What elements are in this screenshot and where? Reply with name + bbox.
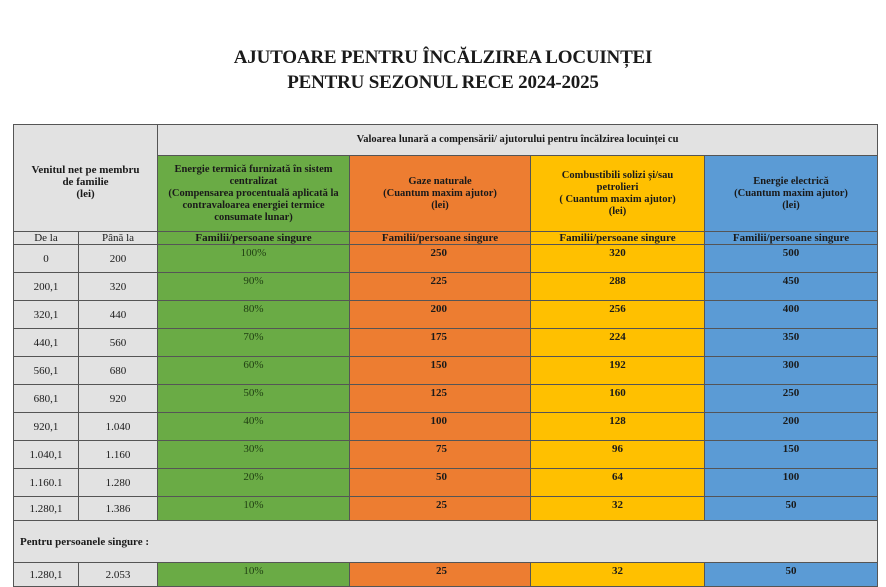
table-row: [14, 357, 878, 385]
cell-thermal: 100%: [158, 245, 350, 273]
thermal-energy-header: [158, 156, 350, 232]
cell-solid: 256: [531, 301, 705, 329]
cell-thermal: 10%: [158, 563, 350, 587]
cell-to: 680: [79, 357, 158, 385]
cell-thermal: 60%: [158, 357, 350, 385]
electric-header-line2: (Cuantum maxim ajutor): [734, 187, 848, 199]
table-row: [14, 301, 878, 329]
cell-thermal: 30%: [158, 441, 350, 469]
cell-gas: 175: [350, 329, 531, 357]
cell-gas: 75: [350, 441, 531, 469]
cell-thermal: 70%: [158, 329, 350, 357]
cell-from: 0: [14, 245, 79, 273]
thermal-header-line1: Energie termică furnizată în sistem: [174, 163, 333, 175]
cell-thermal: 20%: [158, 469, 350, 497]
thermal-subheader: Familii/persoane singure: [158, 232, 350, 245]
table-row: [14, 385, 878, 413]
solid-fuel-header: [531, 156, 705, 232]
solid-header-line2: petrolieri: [596, 181, 639, 193]
cell-thermal: 80%: [158, 301, 350, 329]
solid-subheader: Familii/persoane singure: [531, 232, 705, 245]
electric-energy-header: [705, 156, 878, 232]
gas-header-line2: (Cuantum maxim ajutor): [383, 187, 497, 199]
gas-header-line1: Gaze naturale: [408, 175, 472, 187]
cell-from: 1.280,1: [14, 563, 79, 587]
cell-from: 1.040,1: [14, 441, 79, 469]
col-from-header: De la: [14, 232, 79, 245]
cell-thermal: 10%: [158, 497, 350, 521]
cell-from: 1.280,1: [14, 497, 79, 521]
cell-solid: 32: [531, 497, 705, 521]
cell-to: 1.280: [79, 469, 158, 497]
income-header-line2: de familie: [62, 176, 109, 188]
cell-thermal: 50%: [158, 385, 350, 413]
cell-gas: 100: [350, 413, 531, 441]
cell-to: 2.053: [79, 563, 158, 587]
electric-subheader: Familii/persoane singure: [705, 232, 878, 245]
cell-thermal: 90%: [158, 273, 350, 301]
cell-solid: 192: [531, 357, 705, 385]
gas-header-line3: (lei): [431, 199, 449, 211]
cell-to: 440: [79, 301, 158, 329]
cell-gas: 225: [350, 273, 531, 301]
cell-from: 320,1: [14, 301, 79, 329]
cell-solid: 32: [531, 563, 705, 587]
table-body: [14, 245, 878, 521]
cell-to: 320: [79, 273, 158, 301]
cell-electric: 100: [705, 469, 878, 497]
single-persons-label: Pentru persoanele singure :: [14, 521, 878, 563]
electric-header-line3: (lei): [782, 199, 800, 211]
cell-solid: 224: [531, 329, 705, 357]
cell-from: 1.160.1: [14, 469, 79, 497]
cell-electric: 450: [705, 273, 878, 301]
cell-gas: 25: [350, 497, 531, 521]
cell-solid: 64: [531, 469, 705, 497]
cell-electric: 250: [705, 385, 878, 413]
cell-from: 440,1: [14, 329, 79, 357]
cell-to: 200: [79, 245, 158, 273]
cell-from: 920,1: [14, 413, 79, 441]
income-header-line1: Venitul net pe membru: [31, 164, 140, 176]
cell-electric: 400: [705, 301, 878, 329]
cell-gas: 150: [350, 357, 531, 385]
cell-gas: 125: [350, 385, 531, 413]
natural-gas-header: [350, 156, 531, 232]
cell-electric: 500: [705, 245, 878, 273]
solid-header-line1: Combustibili solizi și/sau: [561, 169, 674, 181]
table-row: [14, 273, 878, 301]
cell-solid: 160: [531, 385, 705, 413]
cell-gas: 250: [350, 245, 531, 273]
cell-to: 920: [79, 385, 158, 413]
cell-electric: 350: [705, 329, 878, 357]
table-row: [14, 245, 878, 273]
thermal-header-line3: (Compensarea procentuală aplicată la: [168, 187, 339, 199]
cell-gas: 200: [350, 301, 531, 329]
income-header: [14, 125, 158, 232]
income-header-line3: (lei): [76, 188, 95, 200]
gas-subheader: Familii/persoane singure: [350, 232, 531, 245]
document-title-line1: AJUTOARE PENTRU ÎNCĂLZIREA LOCUINȚEI: [233, 47, 653, 68]
cell-solid: 96: [531, 441, 705, 469]
heating-aid-table: [13, 124, 878, 587]
solid-header-line4: (lei): [608, 205, 627, 217]
cell-to: 1.386: [79, 497, 158, 521]
cell-solid: 288: [531, 273, 705, 301]
solid-header-line3: ( Cuantum maxim ajutor): [559, 193, 676, 205]
col-to-header: Până la: [79, 232, 158, 245]
cell-to: 1.040: [79, 413, 158, 441]
cell-to: 1.160: [79, 441, 158, 469]
table-row: [14, 497, 878, 521]
cell-solid: 320: [531, 245, 705, 273]
value-header: Valoarea lunară a compensării/ ajutorului pentru încălzirea locuinței cu: [158, 125, 878, 156]
cell-from: 680,1: [14, 385, 79, 413]
thermal-header-line4: contravaloarea energiei termice: [182, 199, 325, 211]
electric-header-line1: Energie electrică: [753, 175, 829, 187]
table-row-single: [14, 563, 878, 587]
thermal-header-line2: centralizat: [229, 175, 278, 187]
cell-electric: 150: [705, 441, 878, 469]
table-row: [14, 441, 878, 469]
document-title-line2: PENTRU SEZONUL RECE 2024-2025: [287, 72, 599, 93]
table-row: [14, 413, 878, 441]
cell-gas: 25: [350, 563, 531, 587]
table-row: [14, 469, 878, 497]
cell-electric: 50: [705, 563, 878, 587]
cell-from: 200,1: [14, 273, 79, 301]
cell-electric: 200: [705, 413, 878, 441]
cell-electric: 300: [705, 357, 878, 385]
thermal-header-line5: consumate lunar): [214, 211, 293, 223]
cell-gas: 50: [350, 469, 531, 497]
table-row: [14, 329, 878, 357]
cell-solid: 128: [531, 413, 705, 441]
cell-from: 560,1: [14, 357, 79, 385]
cell-electric: 50: [705, 497, 878, 521]
cell-to: 560: [79, 329, 158, 357]
cell-thermal: 40%: [158, 413, 350, 441]
